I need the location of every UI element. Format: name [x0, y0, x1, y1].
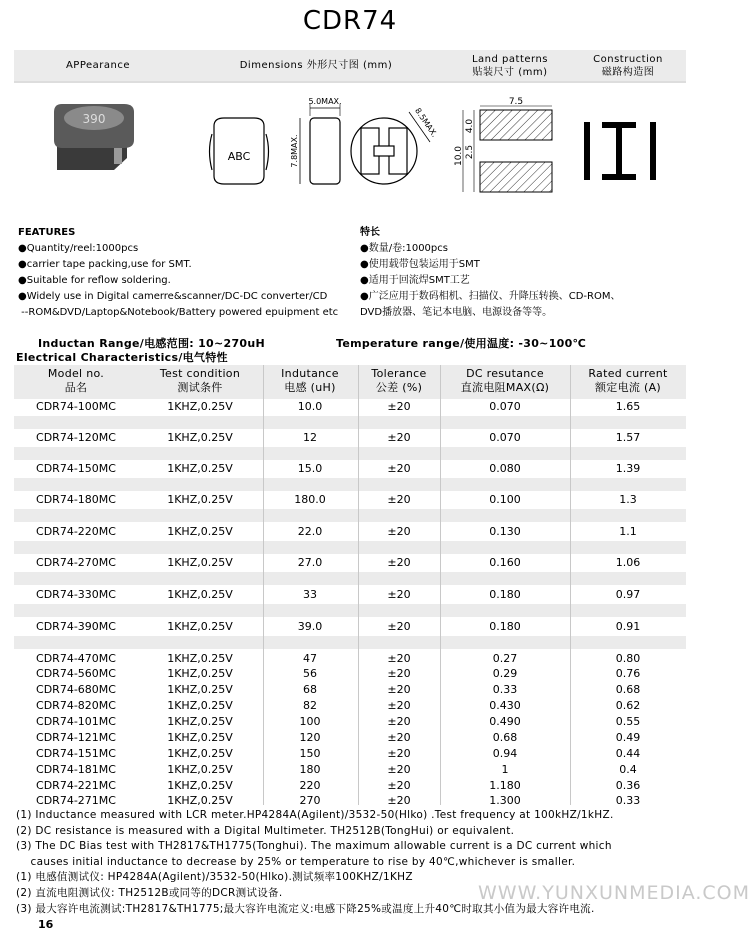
dim-width-label: 5.0MAX.: [308, 97, 342, 106]
table-cell: 0.130: [489, 525, 521, 538]
table-cell: 270: [299, 794, 321, 807]
note-line: (1) 电感值测试仪: HP4284A(Agilent)/3532-50(Hlko).测试频率100KHZ/1KHZ: [16, 871, 413, 884]
table-cell: 0.80: [615, 652, 641, 665]
land-patterns-cn: 贴装尺寸 (mm): [472, 66, 548, 78]
construction-drawing: [584, 122, 656, 180]
col-rated-current: Rated current 额定电流 (A): [588, 367, 668, 394]
note-line: causes initial inductance to decrease by 25% or temperature to rise by 40℃,whichever is smaller.: [16, 855, 576, 868]
table-cell: 33: [303, 588, 317, 601]
table-cell: ±20: [387, 794, 411, 807]
column-divider: [570, 365, 571, 805]
table-cell: ±20: [387, 747, 411, 760]
row-band: [14, 604, 686, 617]
table-cell: 0.33: [492, 683, 518, 696]
table-cell: CDR74-150MC: [36, 462, 116, 475]
appearance-heading: APPearance: [65, 60, 131, 71]
table-cell: 1KHZ,0.25V: [167, 763, 233, 776]
table-cell: CDR74-820MC: [36, 699, 116, 712]
col-inductance: Indutance 电感 (uH): [281, 367, 339, 394]
table-cell: 68: [303, 683, 317, 696]
table-cell: 1KHZ,0.25V: [167, 667, 233, 680]
features-cn: [360, 225, 620, 321]
table-cell: ±20: [387, 620, 411, 633]
table-cell: 150: [299, 747, 321, 760]
table-cell: 0.49: [615, 731, 641, 744]
table-cell: ±20: [387, 667, 411, 680]
table-cell: CDR74-470MC: [36, 652, 116, 665]
row-band: [14, 447, 686, 460]
land-total-label: 10.0: [454, 145, 464, 167]
land-patterns-en: Land patterns: [471, 53, 549, 65]
row-band: [14, 478, 686, 491]
table-cell: 0.490: [489, 715, 521, 728]
table-cell: ±20: [387, 652, 411, 665]
table-cell: 0.430: [489, 699, 521, 712]
table-cell: CDR74-121MC: [36, 731, 116, 744]
part-marking: 390: [82, 112, 106, 126]
table-cell: 1KHZ,0.25V: [167, 731, 233, 744]
table-cell: 1KHZ,0.25V: [167, 620, 233, 633]
table-header: [14, 365, 686, 399]
table-cell: ±20: [387, 525, 411, 538]
feature-item: --ROM&DVD/Laptop&Notebook/Battery powered epuipment etc: [18, 307, 339, 318]
table-cell: 39.0: [297, 620, 323, 633]
table-cell: 0.97: [615, 588, 641, 601]
col-tolerance: Tolerance 公差 (%): [371, 367, 427, 394]
row-band: [14, 416, 686, 429]
feature-cn-item: ●使用载带包装运用于SMT: [360, 259, 480, 270]
table-cell: ±20: [387, 715, 411, 728]
table-cell: CDR74-221MC: [36, 779, 116, 792]
table-cell: 1.57: [615, 431, 641, 444]
table-cell: 27.0: [297, 556, 323, 569]
table-cell: 0.4: [619, 763, 637, 776]
table-cell: 1KHZ,0.25V: [167, 431, 233, 444]
table-cell: CDR74-120MC: [36, 431, 116, 444]
table-cell: 0.76: [615, 667, 641, 680]
figure-row: [14, 82, 686, 208]
table-cell: 0.33: [615, 794, 641, 807]
table-cell: 0.160: [489, 556, 521, 569]
column-divider: [440, 365, 441, 805]
table-cell: 120: [299, 731, 321, 744]
construction-en: Construction: [593, 53, 663, 65]
page-title: CDR74: [302, 6, 398, 36]
table-cell: CDR74-330MC: [36, 588, 116, 601]
row-band: [14, 541, 686, 554]
dimensions-heading: Dimensions 外形尺寸图 (mm): [239, 60, 393, 71]
note-line: (3) The DC Bias test with TH2817&TH1775(Tonghui). The maximum allowable current is a DC current which: [16, 840, 612, 853]
table-cell: 1KHZ,0.25V: [167, 556, 233, 569]
table-cell: 0.27: [492, 652, 518, 665]
table-cell: CDR74-560MC: [36, 667, 116, 680]
note-line: (1) Inductance measured with LCR meter.HP4284A(Agilent)/3532-50(Hlko) .Test frequency at 100kHZ/1kHZ.: [16, 809, 614, 821]
table-cell: 47: [303, 652, 317, 665]
dim-diagonal-label: 8.5MAX.: [413, 106, 440, 139]
table-cell: ±20: [387, 462, 411, 475]
dim-height-label: 7.8MAX.: [290, 134, 299, 168]
table-cell: CDR74-101MC: [36, 715, 116, 728]
table-cell: 1: [501, 763, 509, 776]
note-line: (2) 直流电阻测试仪: TH2512B或同等的DCR测试设备.: [16, 886, 283, 899]
table-cell: 1.06: [615, 556, 641, 569]
table-cell: 0.180: [489, 588, 521, 601]
col-dc-resistance: DC resutance 直流电阻MAX(Ω): [460, 367, 550, 394]
table-cell: 1.65: [615, 400, 641, 413]
dim-text: ABC: [227, 150, 251, 163]
table-cell: CDR74-270MC: [36, 556, 116, 569]
land-patterns-heading: [450, 50, 570, 81]
table-cell: 1KHZ,0.25V: [167, 525, 233, 538]
feature-cn-item: DVD播放器、笔记本电脑、电源设备等等。: [360, 307, 553, 318]
table-cell: 0.36: [615, 779, 641, 792]
feature-cn-item: ●数量/卷:1000pcs: [360, 243, 448, 254]
table-cell: 0.91: [615, 620, 641, 633]
table-cell: CDR74-271MC: [36, 794, 116, 807]
table-cell: 100: [299, 715, 321, 728]
row-band: [14, 636, 686, 649]
table-cell: 1KHZ,0.25V: [167, 400, 233, 413]
watermark: WWW.YUNXUNMEDIA.COM: [478, 882, 750, 904]
row-band: [14, 572, 686, 585]
table-cell: 1KHZ,0.25V: [167, 493, 233, 506]
table-cell: ±20: [387, 588, 411, 601]
table-cell: 0.070: [489, 400, 521, 413]
table-cell: 1.300: [489, 794, 521, 807]
page-number: 16: [38, 918, 54, 931]
features-cn-heading: 特长: [360, 227, 380, 238]
table-cell: 1.1: [619, 525, 637, 538]
table-cell: 12: [303, 431, 317, 444]
col-test-condition: Test condition 测试条件: [159, 367, 241, 394]
table-cell: 56: [303, 667, 317, 680]
land-width-label: 7.5: [508, 97, 524, 107]
table-cell: 10.0: [297, 400, 323, 413]
table-cell: ±20: [387, 763, 411, 776]
table-cell: 15.0: [297, 462, 323, 475]
features-en: [18, 225, 338, 321]
feature-item: ●Suitable for reflow soldering.: [18, 275, 171, 286]
land-pad-label: 4.0: [465, 118, 475, 134]
table-cell: 0.180: [489, 620, 521, 633]
temperature-range: Temperature range/使用温度: -30~100℃: [336, 337, 587, 350]
table-cell: 0.68: [615, 683, 641, 696]
column-divider: [358, 365, 359, 805]
table-cell: 1KHZ,0.25V: [167, 794, 233, 807]
front-view-drawing: [210, 118, 269, 184]
table-cell: ±20: [387, 493, 411, 506]
table-cell: CDR74-390MC: [36, 620, 116, 633]
feature-item: ●Widely use in Digital camerre&scanner/DC-DC converter/CD: [18, 291, 328, 302]
note-line: (3) 最大容许电流测试:TH2817&TH1775;最大容许电流定义:电感下降25%或温度上升40℃时取其小值为最大容许电流.: [16, 902, 595, 915]
construction-cn: 磁路构造图: [601, 66, 655, 78]
inductor-photo: [54, 104, 134, 170]
figure-header: [14, 50, 686, 81]
table-cell: CDR74-220MC: [36, 525, 116, 538]
table-cell: 0.55: [615, 715, 641, 728]
table-cell: 1KHZ,0.25V: [167, 699, 233, 712]
table-cell: 1.3: [619, 493, 637, 506]
table-cell: CDR74-151MC: [36, 747, 116, 760]
table-cell: ±20: [387, 731, 411, 744]
table-cell: CDR74-181MC: [36, 763, 116, 776]
table-cell: 0.29: [492, 667, 518, 680]
table-cell: CDR74-180MC: [36, 493, 116, 506]
table-cell: 1KHZ,0.25V: [167, 715, 233, 728]
table-cell: 0.100: [489, 493, 521, 506]
table-cell: ±20: [387, 556, 411, 569]
construction-heading: [570, 50, 686, 81]
table-cell: ±20: [387, 683, 411, 696]
table-cell: 1KHZ,0.25V: [167, 588, 233, 601]
column-divider: [263, 365, 264, 805]
table-cell: 180.0: [294, 493, 326, 506]
table-cell: 1.180: [489, 779, 521, 792]
table-cell: 0.44: [615, 747, 641, 760]
table-cell: 1KHZ,0.25V: [167, 462, 233, 475]
electrical-heading: Electrical Characteristics/电气特性: [16, 351, 228, 364]
table-cell: CDR74-680MC: [36, 683, 116, 696]
top-view-drawing: [351, 106, 439, 184]
table-cell: 1.39: [615, 462, 641, 475]
table-cell: 1KHZ,0.25V: [167, 683, 233, 696]
table-cell: 180: [299, 763, 321, 776]
table-cell: ±20: [387, 699, 411, 712]
table-cell: ±20: [387, 400, 411, 413]
note-line: (2) DC resistance is measured with a Digital Multimeter. TH2512B(TongHui) or equivalent.: [16, 824, 515, 837]
features-heading: FEATURES: [18, 227, 76, 238]
table-cell: 1KHZ,0.25V: [167, 779, 233, 792]
table-cell: 1KHZ,0.25V: [167, 747, 233, 760]
feature-item: ●carrier tape packing,use for SMT.: [18, 259, 192, 270]
table-cell: 0.62: [615, 699, 641, 712]
table-cell: 0.68: [492, 731, 518, 744]
table-cell: 0.94: [492, 747, 518, 760]
table-cell: 82: [303, 699, 317, 712]
feature-cn-item: ●广泛应用于数码相机、扫描仪、升降压转换、CD-ROM、: [360, 291, 621, 302]
feature-cn-item: ●适用于回流焊SMT工艺: [360, 275, 470, 286]
table-cell: 220: [299, 779, 321, 792]
feature-item: ●Quantity/reel:1000pcs: [18, 243, 139, 254]
row-band: [14, 509, 686, 522]
table-cell: 0.070: [489, 431, 521, 444]
inductance-range: Inductan Range/电感范围: 10~270uH: [38, 337, 266, 350]
table-cell: 0.080: [489, 462, 521, 475]
table-cell: 1KHZ,0.25V: [167, 652, 233, 665]
col-model: Model no. 品名: [47, 367, 105, 394]
land-pattern-drawing: [454, 97, 552, 192]
table-cell: 22.0: [297, 525, 323, 538]
table-cell: ±20: [387, 431, 411, 444]
land-gap-label: 2.5: [465, 144, 475, 160]
side-view-drawing: [290, 97, 342, 184]
table-cell: ±20: [387, 779, 411, 792]
table-cell: CDR74-100MC: [36, 400, 116, 413]
